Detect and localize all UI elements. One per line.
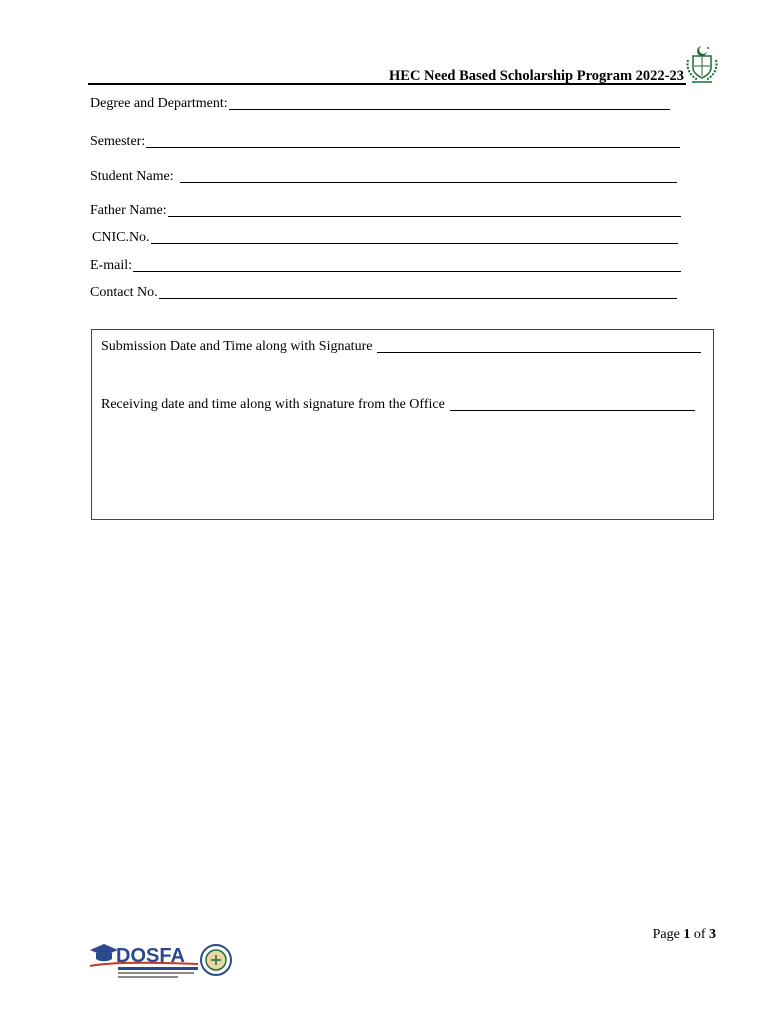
email-label: E-mail:: [90, 258, 132, 273]
student-name-label: Student Name:: [90, 169, 174, 184]
page-total: 3: [709, 927, 716, 942]
page-current: 1: [683, 927, 691, 942]
receiving-blank[interactable]: [450, 409, 695, 411]
header-rule: [88, 83, 686, 85]
dosfa-logo: [88, 938, 234, 982]
student-name-blank[interactable]: [180, 181, 677, 183]
submission-blank[interactable]: [377, 351, 701, 353]
submission-signature-field[interactable]: [101, 339, 701, 355]
receiving-signature-field[interactable]: [101, 397, 695, 413]
cnic-blank[interactable]: [151, 242, 678, 244]
cnic-field[interactable]: [92, 230, 678, 246]
student-name-field[interactable]: [90, 169, 677, 185]
page-number: [653, 927, 716, 943]
cnic-label: CNIC.No.: [92, 230, 150, 245]
father-name-field[interactable]: [90, 203, 681, 219]
receiving-label: Receiving date and time along with signature from the Office: [101, 397, 445, 412]
email-field[interactable]: [90, 258, 681, 274]
semester-blank[interactable]: [146, 146, 680, 148]
submission-label: Submission Date and Time along with Signature: [101, 339, 373, 354]
document-title: HEC Need Based Scholarship Program 2022-23: [389, 68, 684, 84]
submission-box: [91, 329, 714, 520]
contact-field[interactable]: [90, 285, 677, 301]
semester-field[interactable]: [90, 134, 680, 150]
contact-blank[interactable]: [159, 297, 677, 299]
father-name-label: Father Name:: [90, 203, 167, 218]
dosfa-logo-text: DOSFA: [116, 945, 185, 967]
degree-department-label: Degree and Department:: [90, 96, 228, 111]
degree-department-field[interactable]: [90, 96, 670, 112]
contact-label: Contact No.: [90, 285, 158, 300]
email-blank[interactable]: [133, 270, 681, 272]
page-prefix: Page: [652, 927, 680, 942]
degree-department-blank[interactable]: [229, 108, 670, 110]
page-of: of: [693, 927, 706, 942]
semester-label: Semester:: [90, 134, 146, 149]
hec-emblem-icon: [684, 44, 720, 88]
father-name-blank[interactable]: [168, 215, 681, 217]
